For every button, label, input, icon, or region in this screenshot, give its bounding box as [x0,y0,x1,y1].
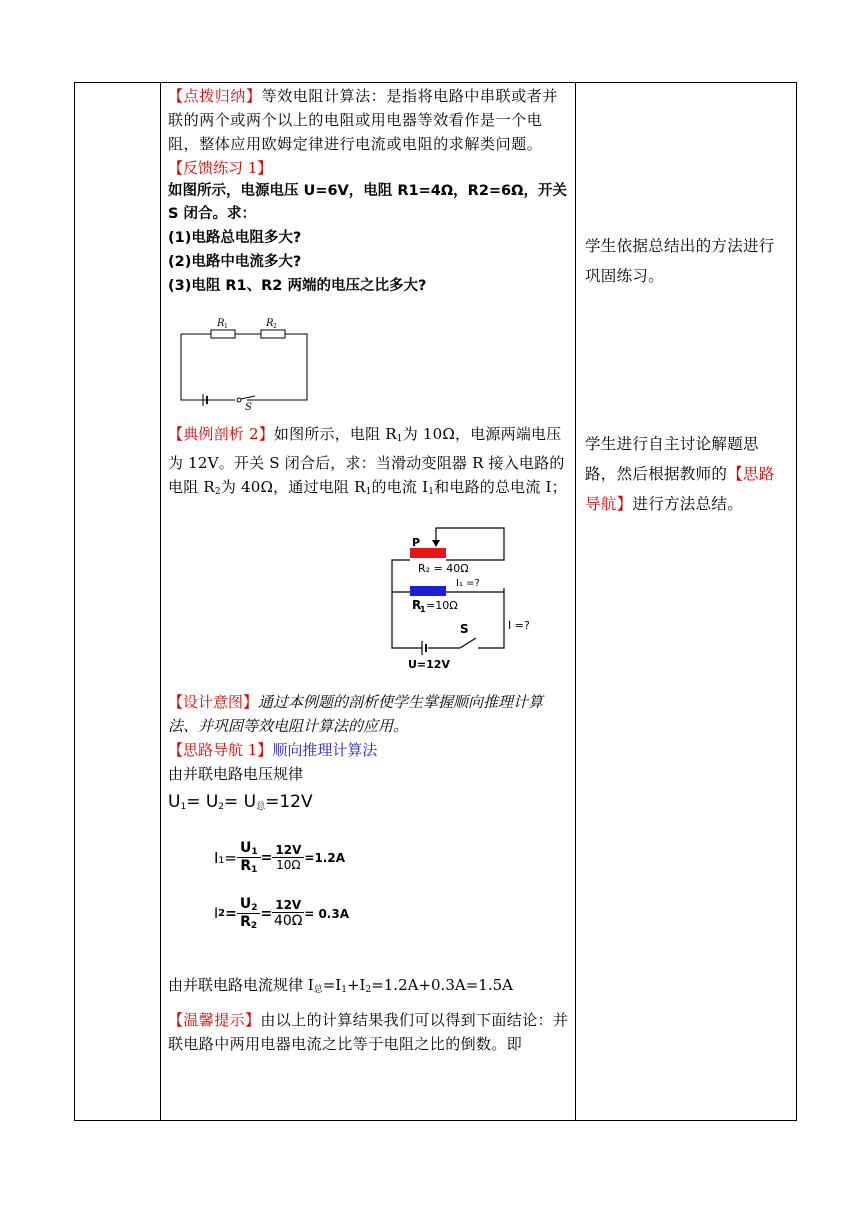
example-text-a: 如图所示，电阻 R [273,425,397,443]
eq2-fraction-numeric [272,843,304,872]
practice-question-1: (1)电路总电阻多大? [168,230,302,246]
activity2-text-a: 学生进行自主讨论解题思路，然后根据教师的 [585,435,759,483]
rule-current-sub1: 总 [313,985,323,995]
resistor-r1 [211,330,235,338]
activity2-tag: 【思路导航】 [585,465,775,513]
example-sub-3: 1 [365,487,372,497]
example-sub-1: 1 [396,434,403,444]
example-tag: 【典例剖析 2】 [168,425,274,443]
rule-current-sub2: 1 [341,985,347,995]
current-i2-equation: I 2 = $\frac{U_2}{R_2}$ = $\frac{12V}{40\Omega}$ = 0.3A [214,896,349,931]
guide-heading [168,738,572,762]
practice-tag: 【反馈练习 1】 [168,159,273,177]
eq3-num: U [239,896,252,912]
switch-label: S [245,402,252,412]
eq2-num: U [240,840,252,856]
guide-title: 顺向推理计算法 [272,741,378,759]
practice-stem: 如图所示，电源电压 U=6V，电阻 R1=4Ω，R2=6Ω，开关 S 闭合。求： [168,183,567,222]
eq1-u1: U [168,792,181,812]
s-label: S [460,622,469,636]
eq2-fraction-symbolic [237,840,261,875]
eq2-result: =1.2A [304,850,345,865]
example-sub-2: 2 [214,487,221,497]
rule-current-sub3: 2 [365,985,372,995]
eq2-lhs: I₁= [214,848,238,867]
eq1-sub2: 2 [218,802,225,812]
rule-voltage: 由并联电路电压规律 [168,765,304,783]
eq3-den-sub: 2 [250,921,258,931]
student-activity-2 [585,429,790,519]
activity2-text-b: 进行方法总结。 [632,495,744,513]
teaching-content [168,84,572,298]
summary-tag: 【点拨归纳】 [168,87,262,105]
rule-current-d: =1.2A+0.3A=1.5A [371,976,513,994]
activity1-text: 学生依据总结出的方法进行巩固练习。 [585,237,775,285]
column-divider-2 [575,83,576,1120]
eq2-num-sub: 1 [251,847,258,857]
eq3-num2: 12V [272,898,304,913]
slider-p-label: P [412,536,421,549]
design-paragraph [168,690,572,738]
r1-sub-2: 1 [420,605,426,614]
rule-current-a: 由并联电路电流规律 I [168,976,314,994]
summary-paragraph [168,84,572,156]
summary-text: 等效电阻计算法：是指将电路中串联或者并联的两个或两个以上的电阻或用电器等效看作是一个电阻，整体应用欧姆定律进行电流或电阻的求解类问题。 [168,87,559,153]
eq1-sub3: 总 [256,802,266,812]
parallel-circuit-diagram [380,520,540,675]
design-tag: 【设计意图】 [168,693,259,711]
voltage-equation [168,792,313,812]
r2-value-label: R₂ = 40Ω [418,562,469,575]
resistor-r2 [261,330,285,338]
eq1-part-c: =12V [265,792,313,812]
eq3-num-sub: 2 [251,903,258,913]
tip-paragraph [168,1008,572,1056]
r1-value: =10Ω [426,599,458,612]
eq3-lhs: I [214,905,219,922]
column-divider-1 [160,83,161,1120]
example-sub-4: 1 [428,487,435,497]
r2-label: R [266,318,274,329]
current-rule [168,974,572,995]
resistor-r1-blue [410,586,446,596]
eq2-den: R [240,858,252,874]
practice-question-3: (3)电阻 R1、R2 两端的电压之比多大? [168,278,427,294]
r2-sub: 2 [273,323,277,330]
r1-label: R [217,318,225,329]
i-total-label: I =? [508,619,530,632]
design-section [168,690,572,786]
example-text-e: 和电路的总电流 I； [434,478,567,496]
eq3-den2: 40Ω [273,913,303,929]
rule-current-c: +I [346,976,366,994]
eq2-den2: 10Ω [276,858,301,872]
practice-question-2: (2)电路中电流多大? [168,254,302,270]
eq1-sub1: 1 [180,802,187,812]
example-paragraph [168,422,572,504]
student-activity-1 [585,231,790,291]
design-text: 通过本例题的剖析使学生掌握顺向推理计算法、并巩固等效电阻计算法的应用。 [168,693,544,735]
eq2-num2: 12V [272,843,304,858]
eq3-den: R [240,914,251,930]
eq3-fraction-symbolic [237,896,261,931]
example-text-d: 的电流 I [371,478,429,496]
rule-current-b: =I [322,976,342,994]
example-text-c: 为 40Ω，通过电阻 R [220,478,366,496]
tip-text: 由以上的计算结果我们可以得到下面结论：并联电路中两用电器电流之比等于电阻之比的倒数。即 [168,1011,569,1053]
eq2-den-sub: 1 [251,865,258,875]
rheostat-r2 [410,548,446,558]
eq3-fraction-numeric [272,898,304,929]
u-label: U=12V [408,658,450,671]
i1-label: I₁ =? [456,578,480,589]
eq1-part-b: = U [224,792,257,812]
eq1-part-a: = U [186,792,219,812]
eq3-lhs-sub: 2 [218,908,226,919]
example-text-b: 为 10Ω，电源两端电压为 12V。开关 S 闭合后，求：当滑动变阻器 R 接入电路的电阻 R [168,425,565,496]
r1-label-2: R [412,598,422,612]
eq3-result: = 0.3A [304,906,349,921]
tip-tag: 【温馨提示】 [168,1011,261,1029]
guide-tag: 【思路导航 1】 [168,741,273,759]
r1-sub: 1 [224,323,228,330]
series-circuit-diagram [175,312,315,412]
current-i1-equation: I₁= $\frac{U_1}{R_1}$ = $\frac{12V}{10\Omega}$ =1.2A [214,840,345,875]
